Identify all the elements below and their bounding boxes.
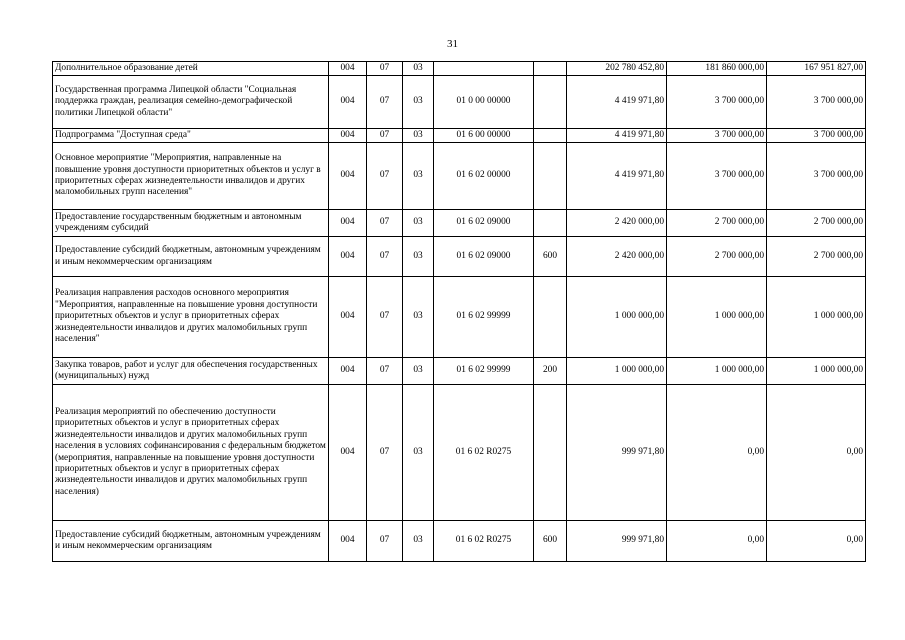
page-number: 31 bbox=[447, 38, 458, 50]
cell-section-code: 07 bbox=[367, 521, 403, 562]
table-row bbox=[53, 237, 866, 277]
table-row bbox=[53, 210, 866, 237]
cell-expense-type bbox=[534, 385, 567, 521]
cell-amount-year-3: 3 700 000,00 bbox=[767, 76, 866, 129]
table-row bbox=[53, 143, 866, 210]
cell-subsection-code: 03 bbox=[403, 210, 434, 237]
cell-expense-type bbox=[534, 143, 567, 210]
cell-ministry-code: 004 bbox=[329, 143, 367, 210]
cell-amount-year-1: 4 419 971,80 bbox=[567, 143, 667, 210]
cell-amount-year-3: 1 000 000,00 bbox=[767, 277, 866, 358]
cell-target-article bbox=[434, 62, 534, 76]
cell-name: Предоставление субсидий бюджетным, автономным учреждениям и иным некоммерческим организациям bbox=[53, 521, 329, 562]
cell-amount-year-3: 0,00 bbox=[767, 385, 866, 521]
cell-amount-year-3: 3 700 000,00 bbox=[767, 129, 866, 143]
cell-name: Государственная программа Липецкой области "Социальная поддержка граждан, реализация семейно-демографической политики Липецкой области" bbox=[53, 76, 329, 129]
cell-amount-year-2: 2 700 000,00 bbox=[667, 237, 767, 277]
cell-name: Подпрограмма "Доступная среда" bbox=[53, 129, 329, 143]
cell-target-article: 01 6 02 R0275 bbox=[434, 385, 534, 521]
cell-amount-year-3: 2 700 000,00 bbox=[767, 237, 866, 277]
cell-amount-year-2: 2 700 000,00 bbox=[667, 210, 767, 237]
cell-amount-year-3: 2 700 000,00 bbox=[767, 210, 866, 237]
table-row bbox=[53, 277, 866, 358]
cell-section-code: 07 bbox=[367, 129, 403, 143]
cell-subsection-code: 03 bbox=[403, 358, 434, 385]
cell-amount-year-1: 1 000 000,00 bbox=[567, 277, 667, 358]
cell-amount-year-2: 3 700 000,00 bbox=[667, 129, 767, 143]
cell-target-article: 01 6 02 09000 bbox=[434, 237, 534, 277]
cell-name: Предоставление субсидий бюджетным, автономным учреждениям и иным некоммерческим организациям bbox=[53, 237, 329, 277]
cell-ministry-code: 004 bbox=[329, 237, 367, 277]
cell-amount-year-1: 4 419 971,80 bbox=[567, 129, 667, 143]
cell-name: Основное мероприятие "Мероприятия, направленные на повышение уровня доступности приоритетных объектов и услуг в приоритетных сферах жизнедеятельности инвалидов и других маломобильных групп населения" bbox=[53, 143, 329, 210]
cell-amount-year-1: 4 419 971,80 bbox=[567, 76, 667, 129]
cell-subsection-code: 03 bbox=[403, 129, 434, 143]
table-row bbox=[53, 358, 866, 385]
cell-amount-year-3: 1 000 000,00 bbox=[767, 358, 866, 385]
cell-amount-year-2: 1 000 000,00 bbox=[667, 358, 767, 385]
cell-amount-year-2: 181 860 000,00 bbox=[667, 62, 767, 76]
cell-name: Реализация направления расходов основного мероприятия "Мероприятия, направленные на повышение уровня доступности приоритетных объектов и услуг в приоритетных сферах жизнедеятельности инвалидов и других маломобильных групп населения" bbox=[53, 277, 329, 358]
table-body bbox=[53, 62, 866, 562]
cell-target-article: 01 6 02 09000 bbox=[434, 210, 534, 237]
cell-ministry-code: 004 bbox=[329, 521, 367, 562]
cell-section-code: 07 bbox=[367, 143, 403, 210]
cell-amount-year-1: 999 971,80 bbox=[567, 385, 667, 521]
cell-target-article: 01 6 02 00000 bbox=[434, 143, 534, 210]
table-row bbox=[53, 521, 866, 562]
cell-subsection-code: 03 bbox=[403, 385, 434, 521]
cell-amount-year-3: 0,00 bbox=[767, 521, 866, 562]
cell-target-article: 01 6 02 99999 bbox=[434, 277, 534, 358]
cell-subsection-code: 03 bbox=[403, 277, 434, 358]
cell-name: Реализация мероприятий по обеспечению доступности приоритетных объектов и услуг в приоритетных сферах жизнедеятельности инвалидов и других маломобильных групп населения в условиях софинансирования с федеральным бюджетом (мероприятия, направленные на повышение уровня доступности приоритетных объектов и услуг в приоритетных сферах жизнедеятельности инвалидов и других маломобильных групп населения) bbox=[53, 385, 329, 521]
cell-ministry-code: 004 bbox=[329, 210, 367, 237]
cell-subsection-code: 03 bbox=[403, 76, 434, 129]
cell-section-code: 07 bbox=[367, 76, 403, 129]
cell-target-article: 01 6 02 R0275 bbox=[434, 521, 534, 562]
cell-name: Закупка товаров, работ и услуг для обеспечения государственных (муниципальных) нужд bbox=[53, 358, 329, 385]
cell-expense-type bbox=[534, 62, 567, 76]
cell-ministry-code: 004 bbox=[329, 129, 367, 143]
cell-amount-year-1: 2 420 000,00 bbox=[567, 237, 667, 277]
cell-subsection-code: 03 bbox=[403, 237, 434, 277]
cell-section-code: 07 bbox=[367, 358, 403, 385]
cell-ministry-code: 004 bbox=[329, 385, 367, 521]
cell-ministry-code: 004 bbox=[329, 358, 367, 385]
cell-target-article: 01 6 02 99999 bbox=[434, 358, 534, 385]
cell-ministry-code: 004 bbox=[329, 76, 367, 129]
cell-subsection-code: 03 bbox=[403, 143, 434, 210]
cell-section-code: 07 bbox=[367, 385, 403, 521]
cell-amount-year-1: 999 971,80 bbox=[567, 521, 667, 562]
cell-amount-year-2: 3 700 000,00 bbox=[667, 143, 767, 210]
cell-amount-year-2: 1 000 000,00 bbox=[667, 277, 767, 358]
cell-subsection-code: 03 bbox=[403, 62, 434, 76]
cell-subsection-code: 03 bbox=[403, 521, 434, 562]
cell-expense-type bbox=[534, 210, 567, 237]
cell-section-code: 07 bbox=[367, 62, 403, 76]
cell-amount-year-1: 1 000 000,00 bbox=[567, 358, 667, 385]
cell-amount-year-1: 2 420 000,00 bbox=[567, 210, 667, 237]
cell-amount-year-3: 167 951 827,00 bbox=[767, 62, 866, 76]
cell-expense-type: 600 bbox=[534, 237, 567, 277]
cell-expense-type: 600 bbox=[534, 521, 567, 562]
cell-amount-year-1: 202 780 452,80 bbox=[567, 62, 667, 76]
cell-name: Дополнительное образование детей bbox=[53, 62, 329, 76]
cell-section-code: 07 bbox=[367, 210, 403, 237]
cell-amount-year-3: 3 700 000,00 bbox=[767, 143, 866, 210]
cell-expense-type: 200 bbox=[534, 358, 567, 385]
cell-amount-year-2: 0,00 bbox=[667, 521, 767, 562]
cell-expense-type bbox=[534, 76, 567, 129]
cell-section-code: 07 bbox=[367, 237, 403, 277]
table-row bbox=[53, 129, 866, 143]
table-row bbox=[53, 62, 866, 76]
table-row bbox=[53, 76, 866, 129]
cell-amount-year-2: 0,00 bbox=[667, 385, 767, 521]
cell-amount-year-2: 3 700 000,00 bbox=[667, 76, 767, 129]
cell-name: Предоставление государственным бюджетным и автономным учреждениям субсидий bbox=[53, 210, 329, 237]
cell-ministry-code: 004 bbox=[329, 277, 367, 358]
budget-table bbox=[52, 61, 866, 562]
cell-section-code: 07 bbox=[367, 277, 403, 358]
cell-ministry-code: 004 bbox=[329, 62, 367, 76]
cell-expense-type bbox=[534, 129, 567, 143]
table-row bbox=[53, 385, 866, 521]
cell-expense-type bbox=[534, 277, 567, 358]
cell-target-article: 01 6 00 00000 bbox=[434, 129, 534, 143]
cell-target-article: 01 0 00 00000 bbox=[434, 76, 534, 129]
